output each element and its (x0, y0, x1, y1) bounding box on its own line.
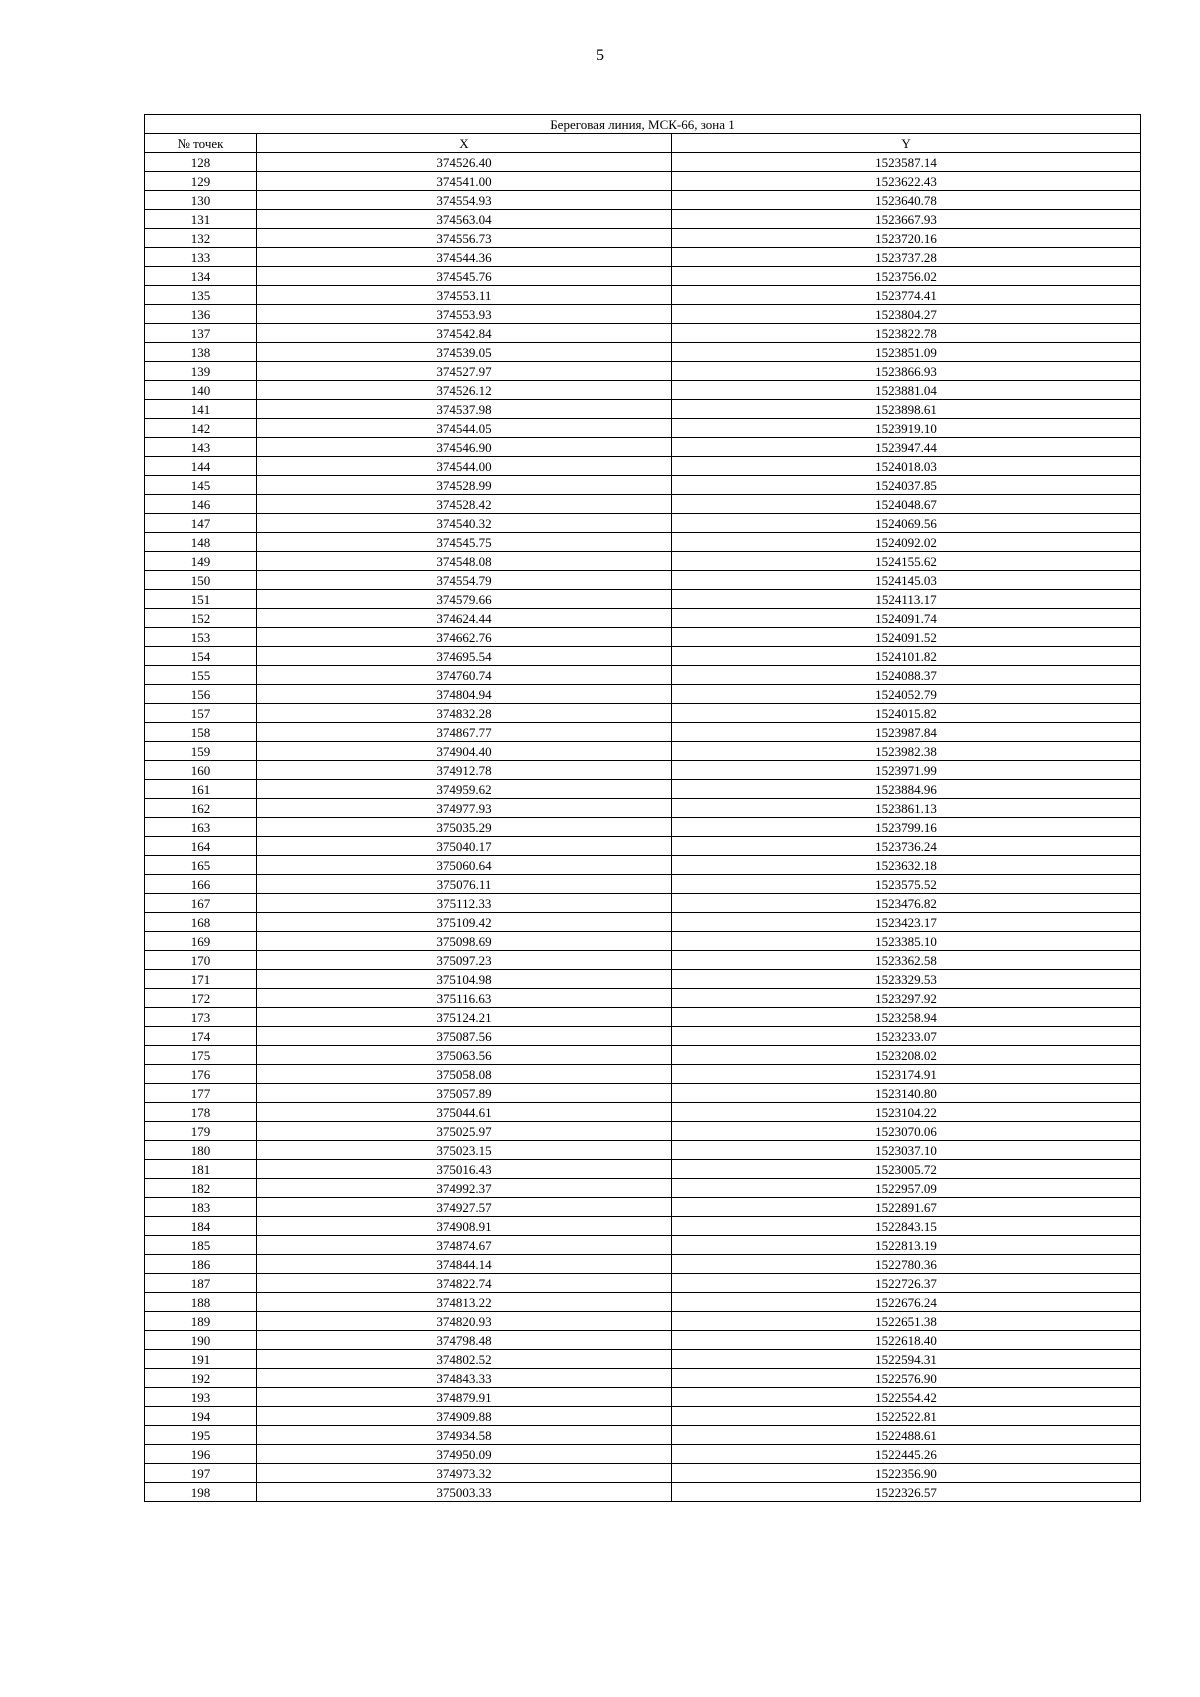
x-coordinate-cell: 374798.48 (257, 1331, 672, 1350)
y-coordinate-cell: 1523736.24 (672, 837, 1141, 856)
y-coordinate-cell: 1523385.10 (672, 932, 1141, 951)
point-number-cell: 149 (145, 552, 257, 571)
y-coordinate-cell: 1523329.53 (672, 970, 1141, 989)
y-coordinate-cell: 1523587.14 (672, 153, 1141, 172)
y-coordinate-cell: 1523720.16 (672, 229, 1141, 248)
table-row (145, 1179, 1141, 1198)
table-row (145, 495, 1141, 514)
y-coordinate-cell: 1522522.81 (672, 1407, 1141, 1426)
y-coordinate-cell: 1524069.56 (672, 514, 1141, 533)
x-coordinate-cell: 374541.00 (257, 172, 672, 191)
x-coordinate-cell: 374820.93 (257, 1312, 672, 1331)
y-coordinate-cell: 1523982.38 (672, 742, 1141, 761)
point-number-cell: 131 (145, 210, 257, 229)
x-coordinate-cell: 374934.58 (257, 1426, 672, 1445)
point-number-cell: 153 (145, 628, 257, 647)
table-row (145, 1445, 1141, 1464)
y-coordinate-cell: 1522576.90 (672, 1369, 1141, 1388)
table-body (145, 153, 1141, 1502)
point-number-cell: 172 (145, 989, 257, 1008)
y-coordinate-cell: 1522618.40 (672, 1331, 1141, 1350)
y-coordinate-cell: 1523622.43 (672, 172, 1141, 191)
coordinates-table (144, 114, 1141, 1502)
y-coordinate-cell: 1524037.85 (672, 476, 1141, 495)
y-coordinate-cell: 1524018.03 (672, 457, 1141, 476)
table-row (145, 1312, 1141, 1331)
y-coordinate-cell: 1523258.94 (672, 1008, 1141, 1027)
table-row (145, 1046, 1141, 1065)
point-number-cell: 163 (145, 818, 257, 837)
point-number-cell: 156 (145, 685, 257, 704)
point-number-cell: 147 (145, 514, 257, 533)
table-row (145, 666, 1141, 685)
y-coordinate-cell: 1522445.26 (672, 1445, 1141, 1464)
x-coordinate-cell: 374904.40 (257, 742, 672, 761)
table-row (145, 818, 1141, 837)
point-number-cell: 170 (145, 951, 257, 970)
table-row (145, 894, 1141, 913)
x-coordinate-cell: 374540.32 (257, 514, 672, 533)
x-coordinate-cell: 374537.98 (257, 400, 672, 419)
point-number-cell: 132 (145, 229, 257, 248)
x-coordinate-cell: 374556.73 (257, 229, 672, 248)
y-coordinate-cell: 1523799.16 (672, 818, 1141, 837)
x-coordinate-cell: 374950.09 (257, 1445, 672, 1464)
y-coordinate-cell: 1524092.02 (672, 533, 1141, 552)
y-coordinate-cell: 1523804.27 (672, 305, 1141, 324)
table-row (145, 799, 1141, 818)
y-coordinate-cell: 1523208.02 (672, 1046, 1141, 1065)
table-row (145, 533, 1141, 552)
x-coordinate-cell: 374545.76 (257, 267, 672, 286)
y-coordinate-cell: 1523919.10 (672, 419, 1141, 438)
y-coordinate-cell: 1523987.84 (672, 723, 1141, 742)
y-coordinate-cell: 1523756.02 (672, 267, 1141, 286)
y-coordinate-cell: 1524113.17 (672, 590, 1141, 609)
x-coordinate-cell: 374554.79 (257, 571, 672, 590)
x-coordinate-cell: 374526.40 (257, 153, 672, 172)
table-row (145, 628, 1141, 647)
x-coordinate-cell: 374908.91 (257, 1217, 672, 1236)
point-number-cell: 180 (145, 1141, 257, 1160)
y-coordinate-cell: 1523971.99 (672, 761, 1141, 780)
point-number-cell: 135 (145, 286, 257, 305)
table-row (145, 723, 1141, 742)
x-coordinate-cell: 374912.78 (257, 761, 672, 780)
x-coordinate-cell: 375044.61 (257, 1103, 672, 1122)
y-coordinate-cell: 1523575.52 (672, 875, 1141, 894)
point-number-cell: 139 (145, 362, 257, 381)
point-number-cell: 157 (145, 704, 257, 723)
table-row (145, 1236, 1141, 1255)
point-number-cell: 160 (145, 761, 257, 780)
point-number-cell: 165 (145, 856, 257, 875)
point-number-cell: 148 (145, 533, 257, 552)
y-coordinate-cell: 1523737.28 (672, 248, 1141, 267)
point-number-cell: 189 (145, 1312, 257, 1331)
point-number-cell: 176 (145, 1065, 257, 1084)
table-row (145, 1122, 1141, 1141)
x-coordinate-cell: 375063.56 (257, 1046, 672, 1065)
table-row (145, 1293, 1141, 1312)
x-coordinate-cell: 374879.91 (257, 1388, 672, 1407)
x-coordinate-cell: 374528.42 (257, 495, 672, 514)
y-coordinate-cell: 1524015.82 (672, 704, 1141, 723)
table-caption-row (145, 115, 1141, 134)
y-coordinate-cell: 1523667.93 (672, 210, 1141, 229)
point-number-cell: 133 (145, 248, 257, 267)
point-number-cell: 143 (145, 438, 257, 457)
y-coordinate-cell: 1522326.57 (672, 1483, 1141, 1502)
x-coordinate-cell: 374548.08 (257, 552, 672, 571)
point-number-cell: 177 (145, 1084, 257, 1103)
x-coordinate-cell: 374544.36 (257, 248, 672, 267)
x-coordinate-cell: 374579.66 (257, 590, 672, 609)
table-row (145, 571, 1141, 590)
column-header-x: X (257, 134, 672, 153)
x-coordinate-cell: 374804.94 (257, 685, 672, 704)
x-coordinate-cell: 374959.62 (257, 780, 672, 799)
point-number-cell: 155 (145, 666, 257, 685)
x-coordinate-cell: 374909.88 (257, 1407, 672, 1426)
table-row (145, 514, 1141, 533)
point-number-cell: 181 (145, 1160, 257, 1179)
y-coordinate-cell: 1523851.09 (672, 343, 1141, 362)
y-coordinate-cell: 1524091.74 (672, 609, 1141, 628)
table-row (145, 153, 1141, 172)
page-number: 5 (596, 47, 604, 64)
x-coordinate-cell: 374977.93 (257, 799, 672, 818)
table-row (145, 1027, 1141, 1046)
table-row (145, 400, 1141, 419)
x-coordinate-cell: 374867.77 (257, 723, 672, 742)
table-row (145, 856, 1141, 875)
x-coordinate-cell: 374563.04 (257, 210, 672, 229)
y-coordinate-cell: 1523005.72 (672, 1160, 1141, 1179)
point-number-cell: 150 (145, 571, 257, 590)
point-number-cell: 187 (145, 1274, 257, 1293)
point-number-cell: 198 (145, 1483, 257, 1502)
table-row (145, 210, 1141, 229)
table-row (145, 837, 1141, 856)
point-number-cell: 146 (145, 495, 257, 514)
point-number-cell: 175 (145, 1046, 257, 1065)
point-number-cell: 144 (145, 457, 257, 476)
point-number-cell: 161 (145, 780, 257, 799)
table-row (145, 1350, 1141, 1369)
table-row (145, 1084, 1141, 1103)
y-coordinate-cell: 1522651.38 (672, 1312, 1141, 1331)
x-coordinate-cell: 374802.52 (257, 1350, 672, 1369)
point-number-cell: 158 (145, 723, 257, 742)
table-row (145, 1008, 1141, 1027)
x-coordinate-cell: 375098.69 (257, 932, 672, 951)
x-coordinate-cell: 375035.29 (257, 818, 672, 837)
x-coordinate-cell: 374844.14 (257, 1255, 672, 1274)
y-coordinate-cell: 1522726.37 (672, 1274, 1141, 1293)
table-row (145, 609, 1141, 628)
x-coordinate-cell: 374554.93 (257, 191, 672, 210)
table-row (145, 1255, 1141, 1274)
y-coordinate-cell: 1524091.52 (672, 628, 1141, 647)
point-number-cell: 129 (145, 172, 257, 191)
point-number-cell: 173 (145, 1008, 257, 1027)
x-coordinate-cell: 374527.97 (257, 362, 672, 381)
point-number-cell: 167 (145, 894, 257, 913)
point-number-cell: 159 (145, 742, 257, 761)
y-coordinate-cell: 1522813.19 (672, 1236, 1141, 1255)
y-coordinate-cell: 1523362.58 (672, 951, 1141, 970)
table-row (145, 1141, 1141, 1160)
y-coordinate-cell: 1523898.61 (672, 400, 1141, 419)
point-number-cell: 182 (145, 1179, 257, 1198)
table-row (145, 305, 1141, 324)
point-number-cell: 196 (145, 1445, 257, 1464)
x-coordinate-cell: 374553.93 (257, 305, 672, 324)
table-row (145, 590, 1141, 609)
table-row (145, 875, 1141, 894)
x-coordinate-cell: 375109.42 (257, 913, 672, 932)
x-coordinate-cell: 374832.28 (257, 704, 672, 723)
y-coordinate-cell: 1522356.90 (672, 1464, 1141, 1483)
table-row (145, 343, 1141, 362)
table-row (145, 1103, 1141, 1122)
x-coordinate-cell: 374553.11 (257, 286, 672, 305)
y-coordinate-cell: 1523037.10 (672, 1141, 1141, 1160)
point-number-cell: 141 (145, 400, 257, 419)
x-coordinate-cell: 374760.74 (257, 666, 672, 685)
table-row (145, 780, 1141, 799)
point-number-cell: 178 (145, 1103, 257, 1122)
table-row (145, 970, 1141, 989)
point-number-cell: 138 (145, 343, 257, 362)
x-coordinate-cell: 374542.84 (257, 324, 672, 343)
y-coordinate-cell: 1523104.22 (672, 1103, 1141, 1122)
table-header-row (145, 134, 1141, 153)
x-coordinate-cell: 375116.63 (257, 989, 672, 1008)
table-row (145, 913, 1141, 932)
table-row (145, 476, 1141, 495)
table-row (145, 457, 1141, 476)
point-number-cell: 134 (145, 267, 257, 286)
y-coordinate-cell: 1523822.78 (672, 324, 1141, 343)
point-number-cell: 154 (145, 647, 257, 666)
point-number-cell: 194 (145, 1407, 257, 1426)
y-coordinate-cell: 1522843.15 (672, 1217, 1141, 1236)
y-coordinate-cell: 1523140.80 (672, 1084, 1141, 1103)
y-coordinate-cell: 1523866.93 (672, 362, 1141, 381)
table-row (145, 381, 1141, 400)
point-number-cell: 166 (145, 875, 257, 894)
point-number-cell: 168 (145, 913, 257, 932)
x-coordinate-cell: 374927.57 (257, 1198, 672, 1217)
point-number-cell: 183 (145, 1198, 257, 1217)
y-coordinate-cell: 1522891.67 (672, 1198, 1141, 1217)
table-row (145, 267, 1141, 286)
table-row (145, 248, 1141, 267)
point-number-cell: 184 (145, 1217, 257, 1236)
x-coordinate-cell: 374813.22 (257, 1293, 672, 1312)
table-row (145, 1407, 1141, 1426)
x-coordinate-cell: 374992.37 (257, 1179, 672, 1198)
x-coordinate-cell: 374544.00 (257, 457, 672, 476)
table-row (145, 742, 1141, 761)
x-coordinate-cell: 374544.05 (257, 419, 672, 438)
x-coordinate-cell: 374662.76 (257, 628, 672, 647)
x-coordinate-cell: 374528.99 (257, 476, 672, 495)
table-row (145, 1426, 1141, 1445)
x-coordinate-cell: 375124.21 (257, 1008, 672, 1027)
x-coordinate-cell: 375104.98 (257, 970, 672, 989)
table-row (145, 989, 1141, 1008)
point-number-cell: 192 (145, 1369, 257, 1388)
x-coordinate-cell: 374822.74 (257, 1274, 672, 1293)
x-coordinate-cell: 375025.97 (257, 1122, 672, 1141)
point-number-cell: 193 (145, 1388, 257, 1407)
y-coordinate-cell: 1523881.04 (672, 381, 1141, 400)
point-number-cell: 151 (145, 590, 257, 609)
point-number-cell: 164 (145, 837, 257, 856)
x-coordinate-cell: 375057.89 (257, 1084, 672, 1103)
point-number-cell: 186 (145, 1255, 257, 1274)
table-row (145, 1369, 1141, 1388)
table-row (145, 1065, 1141, 1084)
point-number-cell: 136 (145, 305, 257, 324)
y-coordinate-cell: 1522780.36 (672, 1255, 1141, 1274)
point-number-cell: 190 (145, 1331, 257, 1350)
y-coordinate-cell: 1522554.42 (672, 1388, 1141, 1407)
point-number-cell: 145 (145, 476, 257, 495)
x-coordinate-cell: 375097.23 (257, 951, 672, 970)
point-number-cell: 142 (145, 419, 257, 438)
table-row (145, 324, 1141, 343)
table-row (145, 286, 1141, 305)
y-coordinate-cell: 1524155.62 (672, 552, 1141, 571)
x-coordinate-cell: 375060.64 (257, 856, 672, 875)
point-number-cell: 197 (145, 1464, 257, 1483)
y-coordinate-cell: 1522488.61 (672, 1426, 1141, 1445)
y-coordinate-cell: 1524145.03 (672, 571, 1141, 590)
y-coordinate-cell: 1524048.67 (672, 495, 1141, 514)
table-row (145, 1217, 1141, 1236)
y-coordinate-cell: 1523861.13 (672, 799, 1141, 818)
x-coordinate-cell: 375003.33 (257, 1483, 672, 1502)
y-coordinate-cell: 1523640.78 (672, 191, 1141, 210)
y-coordinate-cell: 1523423.17 (672, 913, 1141, 932)
point-number-cell: 179 (145, 1122, 257, 1141)
y-coordinate-cell: 1522957.09 (672, 1179, 1141, 1198)
column-header-y: Y (672, 134, 1141, 153)
y-coordinate-cell: 1523947.44 (672, 438, 1141, 457)
y-coordinate-cell: 1522594.31 (672, 1350, 1141, 1369)
x-coordinate-cell: 375016.43 (257, 1160, 672, 1179)
point-number-cell: 174 (145, 1027, 257, 1046)
table-row (145, 1483, 1141, 1502)
y-coordinate-cell: 1523233.07 (672, 1027, 1141, 1046)
table-row (145, 932, 1141, 951)
table-row (145, 1331, 1141, 1350)
point-number-cell: 191 (145, 1350, 257, 1369)
point-number-cell: 137 (145, 324, 257, 343)
table-row (145, 685, 1141, 704)
table-row (145, 1160, 1141, 1179)
table-row (145, 552, 1141, 571)
x-coordinate-cell: 375112.33 (257, 894, 672, 913)
x-coordinate-cell: 374624.44 (257, 609, 672, 628)
x-coordinate-cell: 375040.17 (257, 837, 672, 856)
x-coordinate-cell: 374973.32 (257, 1464, 672, 1483)
table-row (145, 438, 1141, 457)
point-number-cell: 152 (145, 609, 257, 628)
table-row (145, 229, 1141, 248)
y-coordinate-cell: 1523476.82 (672, 894, 1141, 913)
x-coordinate-cell: 374539.05 (257, 343, 672, 362)
x-coordinate-cell: 374545.75 (257, 533, 672, 552)
y-coordinate-cell: 1523774.41 (672, 286, 1141, 305)
y-coordinate-cell: 1523070.06 (672, 1122, 1141, 1141)
x-coordinate-cell: 375087.56 (257, 1027, 672, 1046)
table-row (145, 647, 1141, 666)
point-number-cell: 130 (145, 191, 257, 210)
y-coordinate-cell: 1524088.37 (672, 666, 1141, 685)
y-coordinate-cell: 1523174.91 (672, 1065, 1141, 1084)
x-coordinate-cell: 375058.08 (257, 1065, 672, 1084)
table-row (145, 761, 1141, 780)
table-row (145, 172, 1141, 191)
table-row (145, 1198, 1141, 1217)
table-row (145, 1464, 1141, 1483)
point-number-cell: 195 (145, 1426, 257, 1445)
x-coordinate-cell: 374695.54 (257, 647, 672, 666)
y-coordinate-cell: 1523884.96 (672, 780, 1141, 799)
column-header-point-number: № точек (145, 134, 257, 153)
table-row (145, 191, 1141, 210)
table-row (145, 1388, 1141, 1407)
table-row (145, 704, 1141, 723)
table-row (145, 362, 1141, 381)
x-coordinate-cell: 374874.67 (257, 1236, 672, 1255)
x-coordinate-cell: 374843.33 (257, 1369, 672, 1388)
table-caption: Береговая линия, МСК-66, зона 1 (145, 115, 1141, 134)
point-number-cell: 140 (145, 381, 257, 400)
x-coordinate-cell: 374526.12 (257, 381, 672, 400)
point-number-cell: 162 (145, 799, 257, 818)
point-number-cell: 128 (145, 153, 257, 172)
y-coordinate-cell: 1524101.82 (672, 647, 1141, 666)
point-number-cell: 171 (145, 970, 257, 989)
y-coordinate-cell: 1523297.92 (672, 989, 1141, 1008)
table-row (145, 419, 1141, 438)
x-coordinate-cell: 375076.11 (257, 875, 672, 894)
y-coordinate-cell: 1524052.79 (672, 685, 1141, 704)
x-coordinate-cell: 374546.90 (257, 438, 672, 457)
point-number-cell: 185 (145, 1236, 257, 1255)
y-coordinate-cell: 1522676.24 (672, 1293, 1141, 1312)
table-row (145, 1274, 1141, 1293)
table-row (145, 951, 1141, 970)
point-number-cell: 188 (145, 1293, 257, 1312)
y-coordinate-cell: 1523632.18 (672, 856, 1141, 875)
point-number-cell: 169 (145, 932, 257, 951)
x-coordinate-cell: 375023.15 (257, 1141, 672, 1160)
